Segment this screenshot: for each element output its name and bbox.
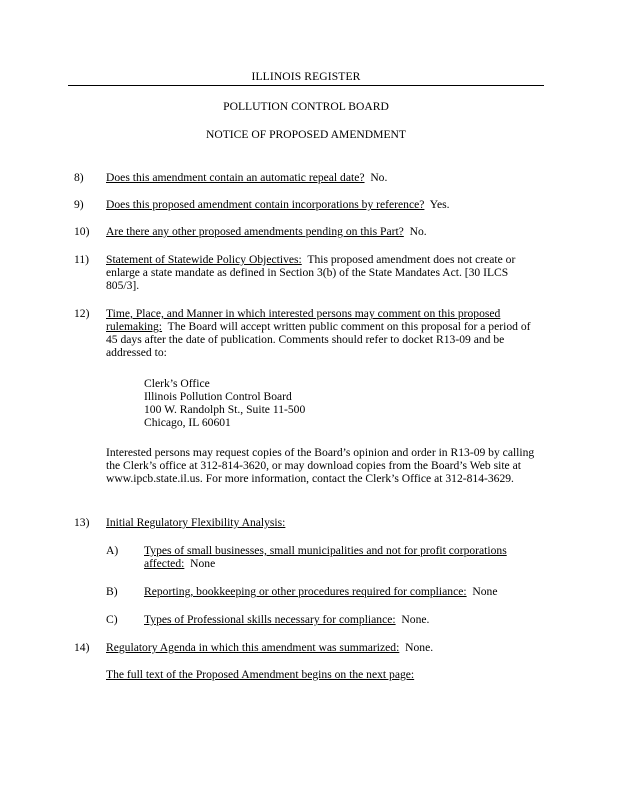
item-label: Time, Place, and Manner in which interested persons may comment on this proposed rulemaking:	[106, 307, 501, 333]
item-number: 12)	[74, 307, 90, 320]
item-label: Does this proposed amendment contain incorporations by reference?	[106, 198, 425, 211]
item-answer: No.	[370, 171, 388, 184]
item-label: Are there any other proposed amendments pending on this Part?	[106, 225, 404, 238]
address-block	[144, 377, 305, 429]
item-answer: No.	[409, 225, 427, 238]
sub-answer: None.	[401, 613, 430, 626]
sub-label: Types of small businesses, small municipalities and not for profit corporations affected:	[144, 544, 507, 570]
register-title: ILLINOIS REGISTER	[251, 70, 361, 83]
sub-number: B)	[106, 585, 118, 598]
address-line: Clerk’s Office	[144, 377, 210, 390]
sub-answer: None	[190, 557, 216, 570]
item-label: Does this amendment contain an automatic repeal date?	[106, 171, 365, 184]
header-rule	[68, 85, 544, 86]
address-line: 100 W. Randolph St., Suite 11-500	[144, 403, 306, 416]
address-line: Illinois Pollution Control Board	[144, 390, 292, 403]
item-number: 10)	[74, 225, 90, 238]
item-answer: Yes.	[429, 198, 450, 211]
item-number: 9)	[74, 198, 84, 211]
item-number: 8)	[74, 171, 84, 184]
sub-answer: None	[472, 585, 498, 598]
item-answer: This proposed amendment does not create or enlarge a state mandate as defined in Section 3(b) of the State Mandates Act. [30 ILCS 805/3].	[106, 253, 516, 292]
closing-line	[106, 668, 544, 681]
item-answer: None.	[405, 641, 434, 654]
notice-title: NOTICE OF PROPOSED AMENDMENT	[205, 128, 406, 141]
item-label: Regulatory Agenda in which this amendment was summarized:	[106, 641, 400, 654]
closing-text: The full text of the Proposed Amendment begins on the next page:	[106, 668, 415, 681]
item-number: 11)	[74, 253, 90, 266]
item-number: 13)	[74, 516, 90, 529]
sub-label: Types of Professional skills necessary for compliance:	[144, 613, 396, 626]
sub-number: A)	[106, 544, 119, 557]
sub-number: C)	[106, 613, 118, 626]
board-title: POLLUTION CONTROL BOARD	[223, 100, 389, 113]
item-answer: The Board will accept written public comment on this proposal for a period of 45 days after the date of publication. Comments should refer to docket R13-09 and be addressed to:	[106, 320, 531, 359]
item-number: 14)	[74, 641, 90, 654]
sub-label: Reporting, bookkeeping or other procedures required for compliance:	[144, 585, 467, 598]
copies-paragraph: Interested persons may request copies of the Board’s opinion and order in R13-09 by calling the Clerk’s office at 312-814-3620, or may download copies from the Board’s Web site at www.ipcb.state.il.us. For more information, contact the Clerk’s Office at 312-814-3629.	[106, 446, 535, 485]
address-line: Chicago, IL 60601	[144, 416, 231, 429]
item-label: Initial Regulatory Flexibility Analysis:	[106, 516, 286, 529]
item-label: Statement of Statewide Policy Objectives:	[106, 253, 302, 266]
